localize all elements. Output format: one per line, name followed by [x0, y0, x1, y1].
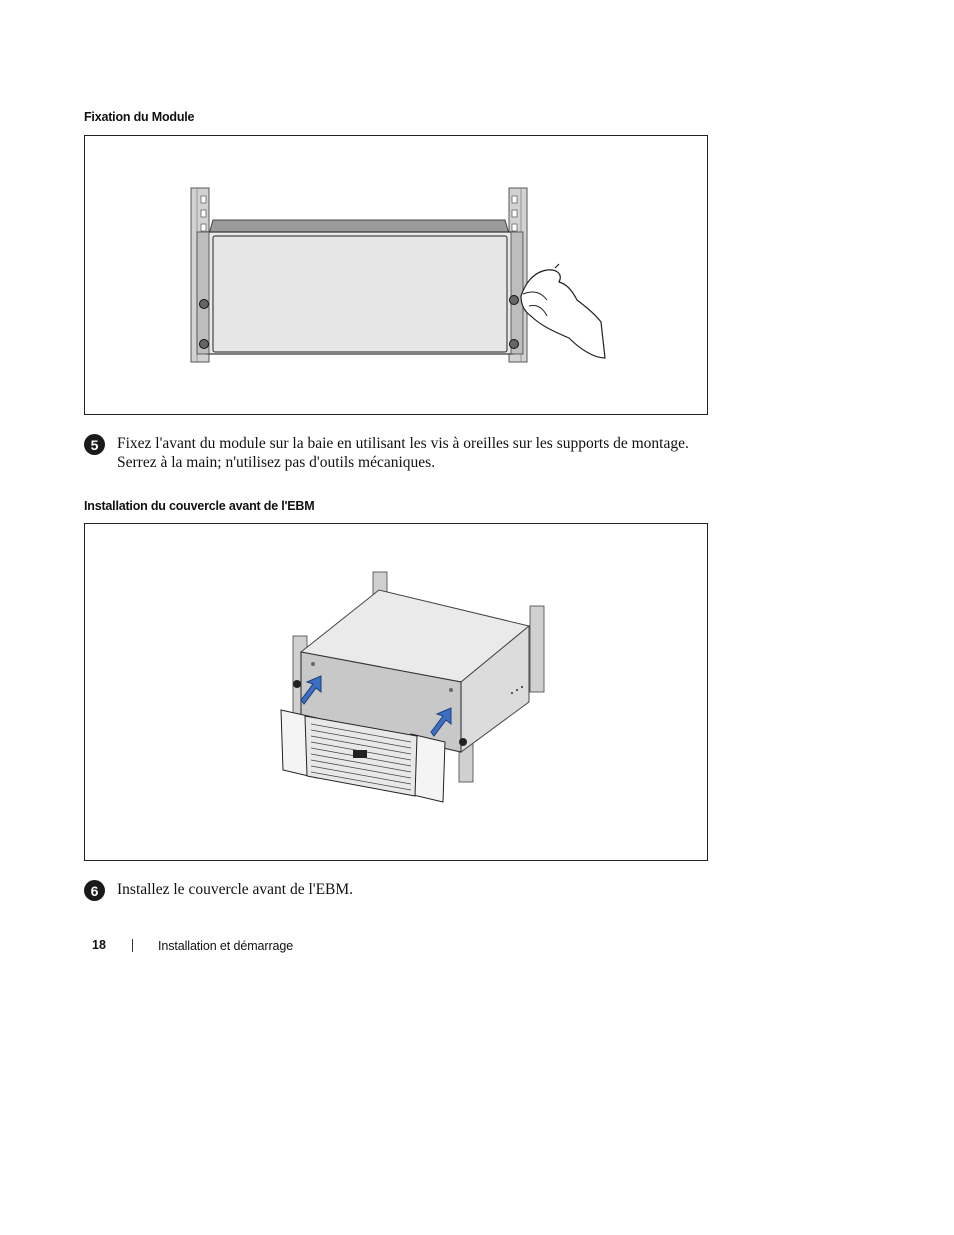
- step-number-badge: 5: [84, 434, 105, 455]
- footer-section-title: Installation et démarrage: [158, 939, 294, 953]
- step-5: [84, 434, 714, 478]
- figure-1-caption: Fixation du Module: [84, 110, 195, 124]
- step-6: [84, 880, 714, 904]
- step-number-badge: 6: [84, 880, 105, 901]
- footer-separator: [132, 939, 133, 952]
- page-footer: [84, 938, 484, 958]
- figure-1-illustration: [84, 135, 708, 415]
- step-5-text: [117, 434, 713, 472]
- hand-icon: [521, 270, 605, 358]
- figure-2-illustration: [84, 523, 708, 861]
- step-5-line-1: Fixez l'avant du module sur la baie en utilisant les vis à oreilles sur les supports de montage.: [117, 435, 689, 452]
- step-5-line-2: Serrez à la main; n'utilisez pas d'outils mécaniques.: [117, 454, 436, 471]
- page-number: 18: [92, 938, 106, 952]
- step-6-line-1: Installez le couvercle avant de l'EBM.: [117, 881, 354, 898]
- figure-2-caption: Installation du couvercle avant de l'EBM: [84, 499, 315, 513]
- step-6-text: [117, 880, 713, 899]
